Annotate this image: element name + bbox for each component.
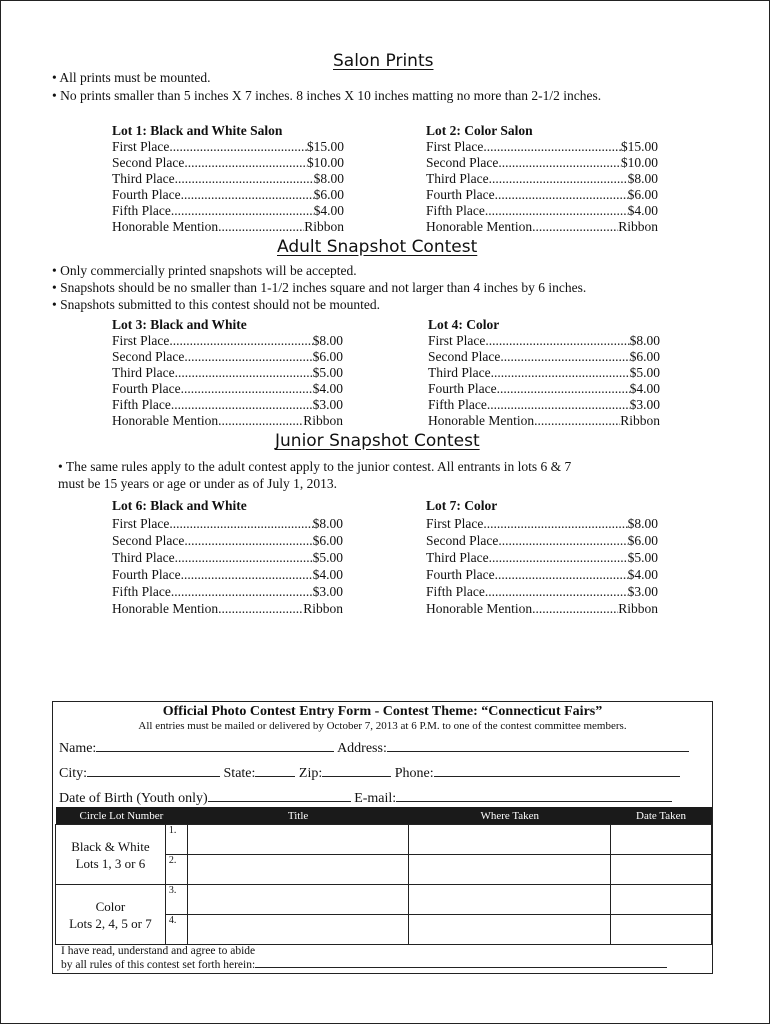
date-taken-cell[interactable] [611, 825, 712, 855]
prize-place: Honorable Mention [112, 413, 219, 428]
adult-rule-3: • Snapshots submitted to this contest should not be mounted. [52, 297, 380, 312]
lot-2-title: Lot 2: Color Salon [426, 123, 533, 138]
city-label: City: [59, 766, 88, 781]
form-row-name [59, 739, 689, 757]
form-subtitle: All entries must be mailed or delivered by October 7, 2013 at 6 P.M. to one of the contest committee members. [138, 720, 627, 732]
where-taken-cell[interactable] [409, 915, 611, 945]
prize-amount: $3.00 [312, 397, 343, 412]
prize-row [426, 219, 658, 235]
email-label: E-mail: [354, 791, 397, 806]
prize-place: Honorable Mention [112, 219, 219, 234]
prize-amount: $8.00 [627, 171, 658, 186]
dot-leader [489, 549, 628, 566]
prize-row [112, 365, 343, 381]
prize-place: Fourth Place [112, 187, 181, 202]
dot-leader [171, 203, 314, 219]
dot-leader [169, 139, 307, 155]
prize-place: First Place [426, 516, 484, 531]
prize-amount: $4.00 [627, 567, 658, 582]
dot-leader [487, 397, 630, 413]
prize-row [426, 187, 658, 203]
dob-field[interactable] [208, 789, 351, 802]
prize-row [112, 187, 344, 203]
lot-7-title: Lot 7: Color [426, 498, 498, 513]
col-where-taken: Where Taken [409, 807, 611, 825]
title-cell[interactable] [187, 885, 409, 915]
col-title: Title [187, 807, 409, 825]
adult-rule-2: • Snapshots should be no smaller than 1-1/2 inches square and not larger than 4 inches by 6 inches. [52, 280, 587, 295]
prize-row [112, 155, 344, 171]
dot-leader [534, 413, 620, 429]
prize-row [112, 219, 344, 235]
prize-place: Fifth Place [426, 584, 485, 599]
dob-label: Date of Birth (Youth only) [59, 791, 208, 806]
where-taken-cell[interactable] [409, 855, 611, 885]
prize-row [112, 397, 343, 413]
prize-amount: Ribbon [618, 219, 658, 234]
prize-amount: $6.00 [312, 533, 343, 548]
prize-place: Third Place [112, 550, 175, 565]
dot-leader [218, 413, 303, 429]
dot-leader [175, 171, 314, 187]
dot-leader [497, 381, 630, 397]
lot-4-prizes [428, 333, 660, 429]
agreement-line-2-text: by all rules of this contest set forth herein: [61, 959, 256, 971]
dot-leader [181, 566, 313, 583]
prize-place: Third Place [112, 171, 175, 186]
prize-amount: $5.00 [312, 365, 343, 380]
prize-place: Third Place [426, 550, 489, 565]
prize-place: Third Place [426, 171, 489, 186]
lot-3-prizes [112, 333, 343, 429]
prize-row [426, 583, 658, 600]
phone-field[interactable] [434, 764, 680, 777]
prize-place: First Place [112, 139, 170, 154]
date-taken-cell[interactable] [611, 885, 712, 915]
prize-place: First Place [428, 333, 486, 348]
prize-amount: $6.00 [629, 349, 660, 364]
prize-place: Third Place [428, 365, 491, 380]
dot-leader [485, 203, 628, 219]
prize-row [426, 566, 658, 583]
prize-amount: $6.00 [627, 533, 658, 548]
adult-rule-1: • Only commercially printed snapshots will be accepted. [52, 263, 357, 278]
entry-table [55, 807, 712, 945]
group-color-line-1: Color [95, 898, 126, 914]
prize-amount: $4.00 [627, 203, 658, 218]
prize-amount: $8.00 [629, 333, 660, 348]
prize-row [428, 349, 660, 365]
dot-leader [489, 171, 628, 187]
prize-row [112, 333, 343, 349]
prize-row [426, 600, 658, 617]
prize-row [428, 397, 660, 413]
adult-heading: Adult Snapshot Contest [277, 237, 478, 257]
prize-amount: $15.00 [306, 139, 344, 154]
agreement-line-2 [61, 958, 667, 972]
prize-amount: $3.00 [312, 584, 343, 599]
prize-place: Second Place [112, 155, 185, 170]
address-field[interactable] [387, 739, 689, 752]
form-row-dob [59, 789, 672, 807]
dot-leader [532, 219, 618, 235]
lot-3-title: Lot 3: Black and White [112, 317, 247, 332]
prize-place: Honorable Mention [426, 601, 533, 616]
group-color [56, 885, 166, 945]
prize-amount: $15.00 [620, 139, 658, 154]
address-label: Address: [337, 741, 387, 756]
prize-place: Second Place [112, 349, 185, 364]
prize-row [112, 139, 344, 155]
prize-place: Second Place [426, 155, 499, 170]
prize-place: Honorable Mention [426, 219, 533, 234]
group-black-white-line-1: Black & White [71, 838, 150, 854]
prize-row [426, 139, 658, 155]
entry-form [52, 701, 713, 974]
dot-leader [483, 139, 621, 155]
prize-amount: $10.00 [306, 155, 344, 170]
prize-row [112, 349, 343, 365]
dot-leader [171, 583, 313, 600]
prize-amount: $5.00 [629, 365, 660, 380]
prize-place: Fourth Place [426, 187, 495, 202]
name-label: Name: [59, 741, 97, 756]
dot-leader [218, 600, 303, 617]
prize-row [112, 583, 343, 600]
dot-leader [485, 583, 628, 600]
date-taken-cell[interactable] [611, 915, 712, 945]
dot-leader [483, 515, 627, 532]
entry-table-header [56, 807, 712, 825]
agreement-line-1: I have read, understand and agree to abide [61, 945, 256, 957]
prize-row [426, 171, 658, 187]
group-black-white [56, 825, 166, 885]
prize-amount: $10.00 [620, 155, 658, 170]
prize-amount: $4.00 [629, 381, 660, 396]
email-field[interactable] [396, 789, 672, 802]
prize-row [112, 600, 343, 617]
zip-label: Zip: [298, 766, 323, 781]
dot-leader [181, 187, 314, 203]
prize-place: Fifth Place [426, 203, 485, 218]
dot-leader [532, 600, 618, 617]
prize-row [428, 333, 660, 349]
prize-row [112, 203, 344, 219]
prize-place: Second Place [426, 533, 499, 548]
prize-amount: Ribbon [620, 413, 660, 428]
prize-amount: $8.00 [627, 516, 658, 531]
dot-leader [169, 333, 312, 349]
prize-amount: $8.00 [313, 171, 344, 186]
prize-place: Second Place [428, 349, 501, 364]
dot-leader [500, 349, 629, 365]
prize-row [426, 532, 658, 549]
prize-amount: Ribbon [304, 219, 344, 234]
dot-leader [181, 381, 313, 397]
dot-leader [175, 549, 313, 566]
row-number: 3. [165, 885, 187, 915]
title-cell[interactable] [187, 855, 409, 885]
prize-row [112, 171, 344, 187]
prize-amount: Ribbon [618, 601, 658, 616]
prize-amount: $5.00 [312, 550, 343, 565]
prize-row [428, 365, 660, 381]
name-field[interactable] [96, 739, 334, 752]
lot-4 [428, 317, 660, 429]
dot-leader [495, 566, 628, 583]
lot-1-prizes [112, 139, 344, 235]
lot-1 [112, 123, 344, 235]
junior-heading: Junior Snapshot Contest [275, 431, 480, 451]
prize-row [428, 381, 660, 397]
lot-6-prizes [112, 515, 343, 617]
table-row [56, 825, 712, 855]
where-taken-cell[interactable] [409, 825, 611, 855]
prize-place: Fifth Place [112, 397, 171, 412]
prize-place: Fifth Place [428, 397, 487, 412]
title-cell[interactable] [187, 915, 409, 945]
prize-row [112, 532, 343, 549]
group-color-line-2: Lots 2, 4, 5 or 7 [69, 915, 152, 931]
lot-2 [426, 123, 658, 235]
row-number: 1. [165, 825, 187, 855]
prize-place: Fourth Place [112, 567, 181, 582]
prize-amount: $8.00 [312, 333, 343, 348]
prize-amount: $4.00 [313, 203, 344, 218]
lot-2-prizes [426, 139, 658, 235]
signature-field[interactable] [255, 958, 667, 968]
title-cell[interactable] [187, 825, 409, 855]
dot-leader [485, 333, 629, 349]
row-number: 4. [165, 915, 187, 945]
col-circle-lot-number: Circle Lot Number [56, 807, 188, 825]
prize-place: Fourth Place [426, 567, 495, 582]
prize-place: First Place [426, 139, 484, 154]
prize-row [112, 566, 343, 583]
prize-row [426, 155, 658, 171]
junior-rule-line-1: • The same rules apply to the adult contest apply to the junior contest. All entrants in lots 6 & 7 [58, 459, 572, 474]
prize-amount: $6.00 [627, 187, 658, 202]
dot-leader [171, 397, 313, 413]
dot-leader [498, 155, 621, 171]
prize-amount: $6.00 [312, 349, 343, 364]
lot-4-title: Lot 4: Color [428, 317, 500, 332]
zip-field[interactable] [322, 764, 391, 777]
dot-leader [218, 219, 304, 235]
prize-place: First Place [112, 516, 170, 531]
prize-place: Fifth Place [112, 584, 171, 599]
prize-place: Fourth Place [428, 381, 497, 396]
salon-rule-1: • All prints must be mounted. [52, 70, 211, 85]
prize-amount: $3.00 [627, 584, 658, 599]
phone-label: Phone: [394, 766, 434, 781]
prize-row [426, 203, 658, 219]
prize-place: Fourth Place [112, 381, 181, 396]
prize-amount: $3.00 [629, 397, 660, 412]
dot-leader [491, 365, 630, 381]
junior-rule-line-2: must be 15 years or age or under as of July 1, 2013. [58, 476, 337, 491]
lot-7 [426, 498, 658, 617]
lot-1-title: Lot 1: Black and White Salon [112, 123, 283, 138]
table-row [56, 885, 712, 915]
prize-place: Second Place [112, 533, 185, 548]
lot-6-title: Lot 6: Black and White [112, 498, 247, 513]
prize-amount: $4.00 [312, 567, 343, 582]
dot-leader [169, 515, 312, 532]
dot-leader [184, 155, 307, 171]
prize-row [426, 515, 658, 532]
prize-place: Honorable Mention [112, 601, 219, 616]
form-title: Official Photo Contest Entry Form - Contest Theme: “Connecticut Fairs” [162, 704, 603, 719]
row-number: 2. [165, 855, 187, 885]
prize-place: Fifth Place [112, 203, 171, 218]
lot-3 [112, 317, 343, 429]
prize-row [112, 549, 343, 566]
prize-row [112, 413, 343, 429]
dot-leader [175, 365, 313, 381]
prize-amount: Ribbon [303, 413, 343, 428]
prize-amount: $5.00 [627, 550, 658, 565]
prize-row [426, 549, 658, 566]
salon-rule-2: • No prints smaller than 5 inches X 7 inches. 8 inches X 10 inches matting no more than 2-1/2 inches. [52, 88, 602, 103]
prize-place: Third Place [112, 365, 175, 380]
city-field[interactable] [87, 764, 220, 777]
prize-amount: $8.00 [312, 516, 343, 531]
prize-amount: Ribbon [303, 601, 343, 616]
prize-row [112, 381, 343, 397]
prize-place: Honorable Mention [428, 413, 535, 428]
prize-amount: $6.00 [313, 187, 344, 202]
col-date-taken: Date Taken [611, 807, 712, 825]
form-row-city [59, 764, 680, 782]
group-black-white-line-2: Lots 1, 3 or 6 [75, 855, 146, 871]
lot-6 [112, 498, 343, 617]
state-field[interactable] [255, 764, 295, 777]
prize-place: First Place [112, 333, 170, 348]
lot-7-prizes [426, 515, 658, 617]
prize-amount: $4.00 [312, 381, 343, 396]
where-taken-cell[interactable] [409, 885, 611, 915]
state-label: State: [223, 766, 256, 781]
agreement [61, 945, 667, 972]
dot-leader [184, 532, 312, 549]
dot-leader [498, 532, 627, 549]
prize-row [112, 515, 343, 532]
salon-heading: Salon Prints [333, 51, 434, 71]
dot-leader [184, 349, 312, 365]
date-taken-cell[interactable] [611, 855, 712, 885]
dot-leader [495, 187, 628, 203]
prize-row [428, 413, 660, 429]
